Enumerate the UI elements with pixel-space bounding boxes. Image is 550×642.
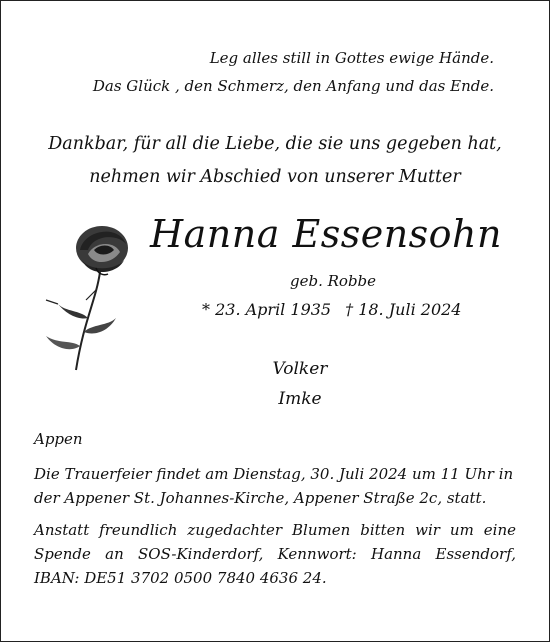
donation-line-2: Spende an SOS-Kinderdorf, Kennwort: Hanna Essendorf, [34,545,516,563]
death-date: † 18. Juli 2024 [345,300,462,319]
thanks-line-2: nehmen wir Abschied von unserer Mutter [89,167,461,187]
place: Appen [34,430,83,448]
family-member: Volker [272,359,328,379]
quote-line-2: Das Glück , den Schmerz, den Anfang und das Ende. [92,77,494,95]
deceased-name: Hanna Essensohn [150,212,503,256]
rose-icon [28,220,138,376]
birth-date: * 23. April 1935 [202,300,332,319]
donation-line-1: Anstatt freundlich zugedachter Blumen bitten wir um eine [34,521,516,539]
donation-info [34,518,516,590]
donation-line-3: IBAN: DE51 3702 0500 7840 4636 24. [34,569,327,587]
funeral-line-1: Die Trauerfeier findet am Dienstag, 30. Juli 2024 um 11 Uhr in [34,465,514,483]
bible-quote [93,44,494,100]
quote-line-1: Leg alles still in Gottes ewige Hände. [209,49,494,67]
family-names [250,354,350,414]
life-dates [202,300,461,319]
funeral-info [34,462,516,510]
funeral-line-2: der Appener St. Johannes-Kirche, Appener Straße 2c, statt. [34,489,487,507]
thanks-line-1: Dankbar, für all die Liebe, die sie uns gegeben hat, [48,134,502,154]
family-member: Imke [278,389,322,409]
maiden-name: geb. Robbe [290,272,377,290]
thanks-text [0,128,550,194]
